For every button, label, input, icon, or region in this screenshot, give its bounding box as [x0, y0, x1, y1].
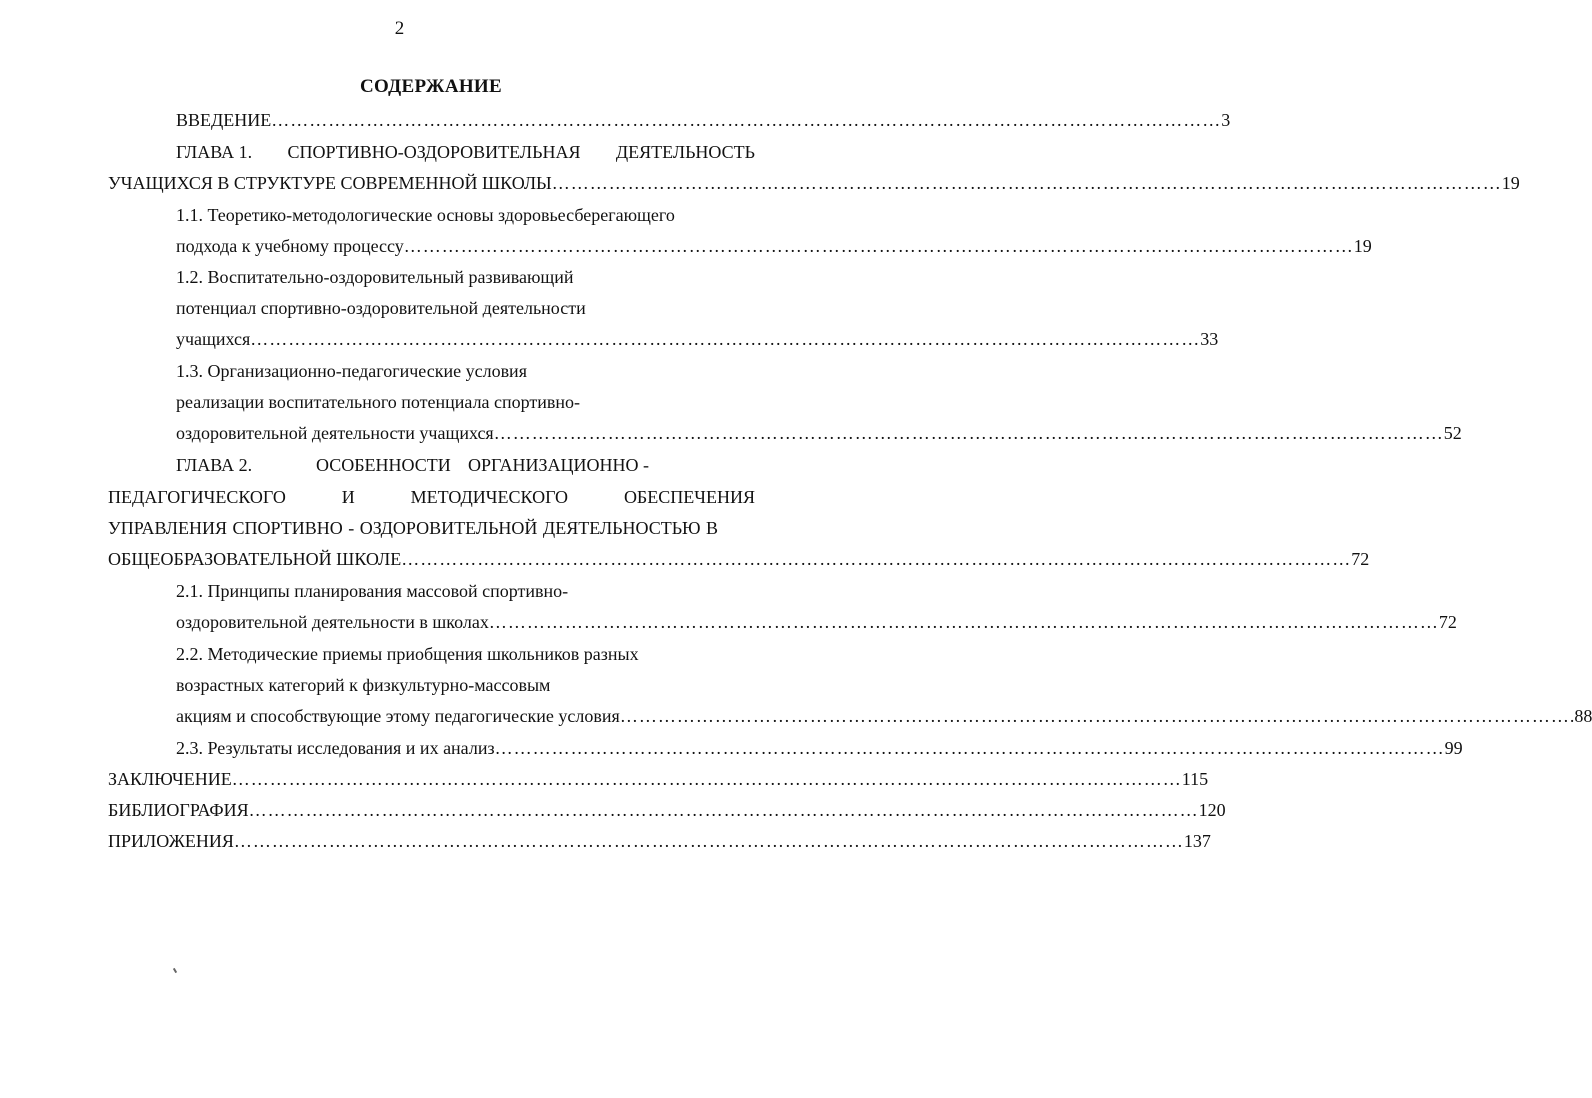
dot-leader: …………………………………………………………………………………………………………………………………… — [551, 173, 1502, 193]
toc-section-2-1-line1[interactable]: 2.1. Принципы планирования массовой спортивно- — [176, 581, 569, 601]
page-number: 2 — [394, 18, 405, 39]
toc-chapter-2-line4[interactable] — [108, 548, 1370, 572]
toc-entry-bibliography[interactable] — [108, 799, 1226, 823]
dot-leader: …………………………………………………………………………………………………………………………………… — [231, 769, 1182, 789]
dot-leader: …………………………………………………………………………………………………………………………………… — [233, 831, 1184, 851]
toc-section-1-2-line1[interactable]: 1.2. Воспитательно-оздоровительный развивающий — [176, 267, 574, 287]
entry-page: .88 — [1569, 706, 1592, 726]
entry-page: 137 — [1183, 831, 1211, 851]
toc-section-2-2-line2[interactable]: возрастных категорий к физкультурно-массовым — [176, 675, 551, 695]
entry-text: акциям и способствующие этому педагогические условия — [176, 706, 620, 726]
entry-page: 3 — [1221, 110, 1231, 130]
toc-section-2-2-line1[interactable]: 2.2. Методические приемы приобщения школьников разных — [176, 644, 639, 664]
entry-text: БИБЛИОГРАФИЯ — [108, 800, 249, 820]
entry-text: ПРИЛОЖЕНИЯ — [108, 831, 234, 851]
dot-leader: …………………………………………………………………………………………………………………………………… — [248, 800, 1199, 820]
toc-chapter-2-line2[interactable] — [108, 486, 755, 510]
dot-leader: …………………………………………………………………………………………………………………………………… — [403, 236, 1354, 256]
entry-page: 19 — [1353, 236, 1372, 256]
toc-entry-intro[interactable] — [176, 109, 1231, 133]
toc-section-1-1-line1[interactable]: 1.1. Теоретико-методологические основы здоровьесберегающего — [176, 205, 675, 225]
toc-chapter-1-line1[interactable] — [176, 141, 755, 165]
entry-text: учащихся — [176, 329, 251, 349]
dot-leader: …………………………………………………………………………………………………………………………………… — [493, 423, 1444, 443]
entry-text: оздоровительной деятельности в школах — [176, 612, 489, 632]
toc-section-1-1-line2[interactable] — [176, 235, 1372, 259]
entry-page: 33 — [1200, 329, 1219, 349]
toc-section-1-2-line2[interactable]: потенциал спортивно-оздоровительной деятельности — [176, 298, 586, 318]
toc-chapter-2-line1[interactable] — [176, 454, 676, 478]
chapter-title-word: ПЕДАГОГИЧЕСКОГО — [108, 487, 286, 507]
entry-text: ОБЩЕОБРАЗОВАТЕЛЬНОЙ ШКОЛЕ — [108, 549, 402, 569]
toc-section-2-1-line2[interactable] — [176, 611, 1457, 635]
dot-leader: …………………………………………………………………………………………………………………………………… — [250, 329, 1201, 349]
entry-page: 72 — [1351, 549, 1370, 569]
chapter-title-word: МЕТОДИЧЕСКОГО — [410, 487, 569, 507]
dot-leader: …………………………………………………………………………………………………………………………………… — [494, 738, 1445, 758]
toc-entry-appendices[interactable] — [108, 830, 1211, 854]
entry-text: 2.3. Результаты исследования и их анализ — [176, 738, 495, 758]
entry-text: ВВЕДЕНИЕ — [176, 110, 272, 130]
entry-page: 115 — [1181, 769, 1209, 789]
entry-page: 120 — [1198, 800, 1226, 820]
toc-section-1-3-line3[interactable] — [176, 422, 1462, 446]
chapter-title-part: ОРГАНИЗАЦИОННО - — [468, 455, 649, 475]
chapter-label: ГЛАВА 1. — [176, 142, 253, 162]
toc-title: СОДЕРЖАНИЕ — [360, 76, 502, 97]
dot-leader: …………………………………………………………………………………………………………………………………… — [488, 612, 1439, 632]
entry-page: 19 — [1501, 173, 1520, 193]
toc-section-1-3-line2[interactable]: реализации воспитательного потенциала спортивно- — [176, 392, 581, 412]
scan-mark — [173, 968, 177, 973]
entry-page: 52 — [1443, 423, 1462, 443]
dot-leader: …………………………………………………………………………………………………………………………………… — [271, 110, 1222, 130]
entry-text: оздоровительной деятельности учащихся — [176, 423, 494, 443]
toc-section-2-2-line3[interactable] — [176, 705, 1592, 729]
toc-entry-conclusion[interactable] — [108, 768, 1209, 792]
dot-leader: …………………………………………………………………………………………………………………………………… — [401, 549, 1352, 569]
toc-section-2-3[interactable] — [176, 737, 1463, 761]
chapter-title-part: СПОРТИВНО-ОЗДОРОВИТЕЛЬНАЯ — [287, 142, 581, 162]
entry-page: 72 — [1438, 612, 1457, 632]
entry-text: подхода к учебному процессу — [176, 236, 404, 256]
chapter-label: ГЛАВА 2. — [176, 455, 253, 475]
entry-text: ЗАКЛЮЧЕНИЕ — [108, 769, 232, 789]
toc-chapter-1-line2[interactable] — [108, 172, 1520, 196]
chapter-title-part: ДЕЯТЕЛЬНОСТЬ — [615, 142, 755, 162]
toc-section-1-2-line3[interactable] — [176, 328, 1219, 352]
chapter-title-word: ОБЕСПЕЧЕНИЯ — [623, 487, 755, 507]
entry-text: УЧАЩИХСЯ В СТРУКТУРЕ СОВРЕМЕННОЙ ШКОЛЫ — [108, 173, 552, 193]
toc-section-1-3-line1[interactable]: 1.3. Организационно-педагогические условия — [176, 361, 527, 381]
chapter-title-part: ОСОБЕННОСТИ — [316, 455, 451, 475]
dot-leader: …………………………………………………………………………………………………………………………………… — [619, 706, 1570, 726]
toc-chapter-2-line3[interactable]: УПРАВЛЕНИЯ СПОРТИВНО - ОЗДОРОВИТЕЛЬНОЙ ДЕЯТЕЛЬНОСТЬЮ В — [108, 518, 719, 538]
chapter-title-word: И — [341, 487, 355, 507]
entry-page: 99 — [1444, 738, 1463, 758]
